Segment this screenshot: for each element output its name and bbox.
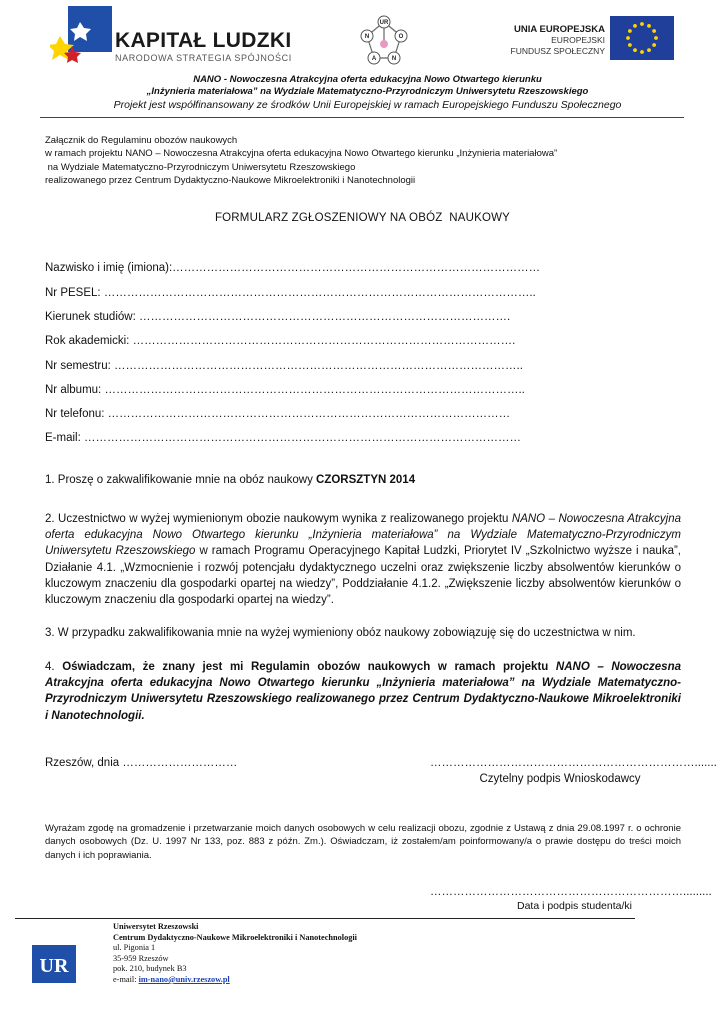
- point-1: [45, 472, 681, 488]
- field-email-label: E-mail:: [45, 432, 84, 444]
- field-phone[interactable]: [45, 408, 510, 420]
- field-phone-dots: ……………………………………………………………………………………………: [107, 408, 511, 420]
- eu-star-icon: [647, 48, 651, 52]
- point-1-camp-name: CZORSZTYN 2014: [316, 474, 416, 486]
- kapital-ludzki-logo: [50, 6, 112, 70]
- eu-star-icon: [628, 43, 632, 47]
- field-academic-year[interactable]: [45, 335, 515, 347]
- header-project-line2: „Inżynieria materiałowa” na Wydziale Matematyczno-Przyrodniczym Uniwersytetu Rzeszowskiego: [146, 86, 589, 97]
- field-semester[interactable]: [45, 360, 523, 372]
- footer-university: Uniwersytet Rzeszowski: [113, 922, 199, 931]
- header-divider: [40, 117, 684, 118]
- eu-star-icon: [640, 22, 644, 26]
- field-field-of-study-label: Kierunek studiów:: [45, 311, 139, 323]
- nano-logo-letter-a: A: [371, 56, 377, 62]
- point-2-project-name: NANO – Nowoczesna Atrakcyjna oferta edukacyjna Nowo Otwartego kierunku „Inżynieria materiałowa” na Wydziale Matematyczno-Przyrodniczym Uniwersytetu Rzeszowskiego: [45, 513, 681, 558]
- field-album-number-label: Nr albumu:: [45, 384, 105, 396]
- field-pesel-dots: …………………………………………………………………………………………………..: [103, 287, 536, 299]
- footer-email-label: e-mail:: [113, 974, 139, 984]
- ur-logo: [32, 945, 76, 983]
- kapital-ludzki-text: [115, 30, 292, 63]
- eu-star-icon: [626, 36, 630, 40]
- annex-line3: na Wydziale Matematyczno-Przyrodniczym Uniwersytetu Rzeszowskiego: [45, 161, 356, 173]
- footer-postcode: 35-959 Rzeszów: [113, 953, 169, 963]
- annex-line4: realizowanego przez Centrum Dydaktyczno-Naukowe Mikroelektroniki i Nanotechnologii: [45, 175, 416, 187]
- field-academic-year-label: Rok akademicki:: [45, 335, 133, 347]
- eu-star-icon: [654, 36, 658, 40]
- field-email-dots: ……………………………………………………………………………………………………: [83, 432, 521, 444]
- field-field-of-study[interactable]: [45, 311, 510, 323]
- kapital-ludzki-emblem-icon: [50, 6, 112, 70]
- nano-logo: [357, 14, 411, 68]
- eu-line3: FUNDUSZ SPOŁECZNY: [510, 46, 605, 56]
- kapital-ludzki-title: KAPITAŁ LUDZKI: [115, 29, 292, 52]
- field-phone-label: Nr telefonu:: [45, 408, 108, 420]
- ur-university-logo-icon: [32, 945, 76, 983]
- point-4-project-name: NANO – Nowoczesna Atrakcyjna oferta edukacyjna Nowo Otwartego kierunku „Inżynieria materiałowa” na Wydziale Matematyczno-Przyrodniczym Uniwersytetu Rzeszowskiego realizowanego przez Centrum Dydaktyczno-Naukowe Mikroelektroniki i Nanotechnologii.: [45, 661, 681, 722]
- applicant-signature-label: Czytelny podpis Wnioskodawcy: [479, 773, 641, 785]
- footer-street: ul. Pigonia 1: [113, 943, 156, 953]
- eu-flag: [610, 16, 674, 60]
- field-album-number[interactable]: [45, 384, 525, 396]
- footer-room: pok. 210, budynek B3: [113, 964, 187, 974]
- eu-star-icon: [652, 43, 656, 47]
- footer-divider: [15, 918, 635, 919]
- point-4: [45, 659, 681, 724]
- field-pesel[interactable]: [45, 287, 536, 299]
- point-3: 3. W przypadku zakwalifikowania mnie na wyżej wymieniony obóz naukowy zobowiązuję się do uczestnictwa w nim.: [45, 627, 636, 639]
- footer-email-row: [113, 975, 357, 986]
- annex-note: [45, 134, 695, 188]
- annex-line2: w ramach projektu NANO – Nowoczesna Atrakcyjna oferta edukacyjna Nowo Otwartego kierunku „Inżynieria materiałowa”: [45, 148, 558, 160]
- student-signature-line[interactable]: ………………………………………………………….........: [430, 886, 712, 898]
- field-full-name-label: Nazwisko i imię (imiona):: [45, 262, 173, 274]
- annex-line1: Załącznik do Regulaminu obozów naukowych: [45, 135, 238, 146]
- point-4-declaration: Oświadczam, że znany jest mi Regulamin obozów naukowych w ramach projektu: [62, 661, 556, 673]
- nano-logo-letter-o: O: [398, 34, 404, 40]
- applicant-signature-line[interactable]: …………………………………………………………….......: [430, 757, 717, 769]
- footer-address: [113, 922, 357, 986]
- eu-star-icon: [633, 24, 637, 28]
- field-full-name-dots: ……………………………………………………………………………………: [172, 262, 541, 274]
- point-2: [45, 511, 681, 608]
- field-full-name[interactable]: [45, 262, 540, 274]
- student-signature-label: Data i podpis studenta/ki: [517, 900, 632, 912]
- footer-center: Centrum Dydaktyczno-Naukowe Mikroelektroniki i Nanotechnologii: [113, 932, 357, 942]
- point-2-text-c: w ramach Programu Operacyjnego Kapitał Ludzki, Priorytet IV „Szkolnictwo wyższe i nauka”, Działanie 4.1. „Wzmocnienie i rozwój potencjału dydaktycznego uczelni oraz zwiększenie liczby absolwentów kierunków o kluczowym znaczeniu dla gospodarki opartej na wiedzy”, Poddziałanie 4.1.2. „Zwiększenie liczby absolwentów kierunków o kluczowym znaczeniu dla gospodarki opartej na wiedzy”.: [45, 545, 681, 607]
- point-1-text: 1. Proszę o zakwalifikowanie mnie na obóz naukowy: [45, 474, 317, 486]
- form-title: FORMULARZ ZGŁOSZENIOWY NA OBÓZ NAUKOWY: [214, 212, 511, 224]
- field-pesel-label: Nr PESEL:: [45, 287, 104, 299]
- nano-molecule-icon: [357, 14, 411, 68]
- nano-logo-letter-ur: UR: [379, 20, 389, 26]
- field-semester-dots: ……………………………………………………………………………………………..: [114, 360, 523, 372]
- eu-star-icon: [652, 29, 656, 33]
- eu-star-icon: [633, 48, 637, 52]
- header-cofinanced-line: Projekt jest współfinansowany ze środków Unii Europejskiej w ramach Europejskiego Funduszu Społecznego: [113, 99, 622, 111]
- field-semester-label: Nr semestru:: [45, 360, 115, 372]
- field-field-of-study-dots: …………………………………………………………………………………….: [138, 311, 511, 323]
- field-email[interactable]: [45, 432, 521, 444]
- footer-email-link[interactable]: im-nano@univ.rzeszow.pl: [138, 974, 230, 984]
- kapital-ludzki-subtitle: NARODOWA STRATEGIA SPÓJNOŚCI: [115, 53, 292, 63]
- eu-star-icon: [647, 24, 651, 28]
- place-date-field[interactable]: Rzeszów, dnia …………………………: [45, 757, 238, 769]
- header-project-line1: NANO - Nowoczesna Atrakcyjna oferta edukacyjna Nowo Otwartego kierunku: [193, 74, 542, 85]
- eu-flag-icon: [610, 16, 674, 60]
- field-academic-year-dots: ……………………………………………………………………………………….: [132, 335, 516, 347]
- nano-logo-letter-n2: N: [391, 56, 397, 62]
- eu-line2: EUROPEJSKI: [551, 35, 605, 45]
- field-album-number-dots: ………………………………………………………………………………………………..: [104, 384, 525, 396]
- point-4-number: 4.: [45, 661, 63, 673]
- eu-title: UNIA EUROPEJSKA: [514, 24, 605, 35]
- point-2-text-a: 2. Uczestnictwo w wyżej wymienionym obozie naukowym wynika z realizowanego projektu: [45, 513, 512, 525]
- eu-star-icon: [628, 29, 632, 33]
- nano-logo-letter-n1: N: [364, 34, 370, 40]
- eu-text: [507, 24, 605, 57]
- data-consent-text: Wyrażam zgodę na gromadzenie i przetwarzanie moich danych osobowych w celu realizacji obozu, zgodnie z Ustawą z dnia 29.08.1997 r. o ochronie danych osobowych (Dz. U. 1997 Nr 133, poz. 883 z późn. Zm.). Oświadczam, iż zostałem/am poinformowany/a o prawie dostępu do treści moich danych i ich poprawiania.: [45, 823, 681, 861]
- eu-star-icon: [640, 50, 644, 54]
- ur-logo-text: UR: [39, 955, 69, 977]
